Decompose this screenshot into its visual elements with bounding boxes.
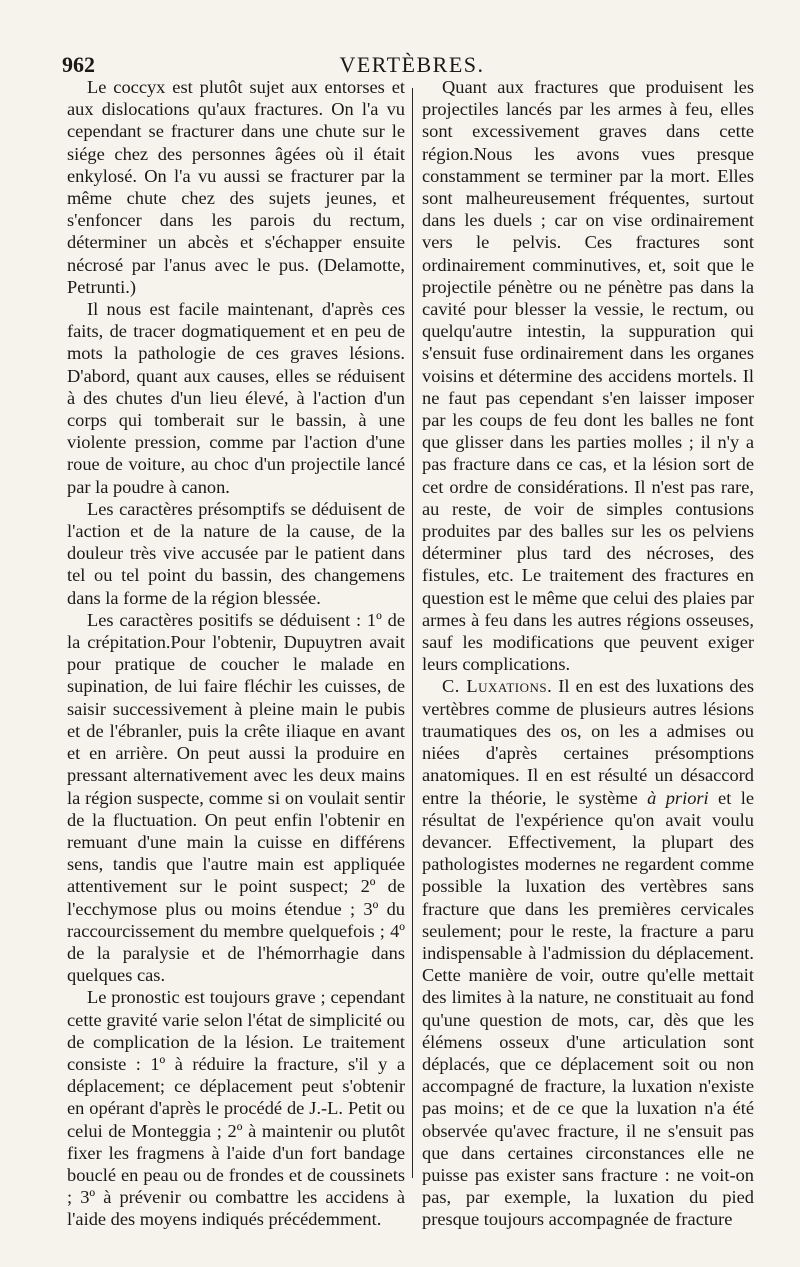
paragraph-caracteres-presomptifs: Les caractères présomptifs se déduisent de l'action et de la nature de la cause, de la douleur très vive accusée par le patient dans tel ou tel point du bassin, des changemens dans la forme de la région blessée. [67, 498, 405, 608]
paragraph-coccyx: Le coccyx est plutôt sujet aux entorses et aux dislocations qu'aux fractures. On l'a vu cependant se fracturer dans une chute sur le siége chez des personnes âgées où il était enkylosé. On l'a vu aussi se fracturer par la même chute chez des sujets jeunes, et s'enfoncer dans les parois du rectum, déterminer un abcès et s'échapper ensuite nécrosé par l'anus avec le pus. (Delamotte, Petrunti.) [67, 77, 405, 297]
paragraph-projectiles: Quant aux fractures que produisent les projectiles lancés par les armes à feu, elles sont excessivement graves dans cette région.Nous les avons vues presque constamment se terminer par la mort. Elles sont malheureusement fréquentes, surtout dans les duels ; car on vise ordinairement vers le pelvis. Ces fractures sont ordinairement comminutives, et, soit que le projectile pénètre ou ne pénètre pas dans la cavité pour blesser la vessie, le rectum, ou quelqu'autre intestin, la suppuration qui s'ensuit fuse ordinairement dans les organes voisins et détermine des accidens mortels. Il ne faut pas cependant s'en laisser imposer par les coups de feu dont les balles ne font que glisser dans les parties molles ; il n'y a pas fracture dans ce cas, et la lésion sort de cet ordre de considérations. Il n'est pas rare, au reste, de voir de simples contusions produites par des balles sur les os pelviens déterminer plus tard des nécroses, des fistules, etc. Le traitement des fractures en question est le même que celui des plaies par armes à feu dans les autres régions osseuses, sauf les modifications que peuvent exiger leurs complications. [422, 77, 754, 675]
luxations-text-part-1: Il en est des luxations des vertèbres comme de plusieurs autres lésions traumatiques des os, on les a admises ou niées d'après certaines présomptions anatomiques. Il en est résulté un désaccord entre la théorie, le système [422, 676, 754, 808]
right-column [422, 76, 754, 1231]
page-number: 962 [62, 52, 95, 77]
running-title: VERTÈBRES. [339, 52, 485, 77]
luxations-text-part-2: et le résultat de l'expérience qu'on avait voulu devancer. Effectivement, la plupart des pathologistes modernes ne regardent comme possible la luxation des vertèbres sans fracture que dans les premières cervicales seulement; pour le reste, la fracture a paru indispensable à l'admission du déplacement. Cette manière de voir, outre qu'elle mettait des limites à la nature, ne constituait au fond qu'une question de mots, car, dès que les élémens osseux d'une articulation sont déplacés, que ce déplacement soit ou non accompagné de fracture, la luxation n'existe pas moins; et de ce que la luxation n'a été observée qu'avec fracture, il ne s'ensuit pas que dans certaines circonstances elle ne puisse pas exister sans fracture : ne voit-on pas, par exemple, la luxation du pied presque toujours accompagnée de fracture [422, 787, 754, 1230]
paragraph-pathologie: Il nous est facile maintenant, d'après ces faits, de tracer dogmatiquement et en peu de mots la pathologie de ces graves lésions. D'abord, quant aux causes, elles se réduisent à des chutes d'un lieu élevé, à l'action d'un corps qui tomberait sur le bassin, à une violente pression, comme par l'action d'une roue de voiture, au choc d'un projectile lancé par la poudre à canon. [67, 299, 405, 497]
paragraph-caracteres-positifs: Les caractères positifs se déduisent : 1º de la crépitation.Pour l'obtenir, Dupuytren avait pour pratique de coucher le malade en supination, de lui faire fléchir les cuisses, de saisir successivement à pleine main le pubis et de l'ébranler, puis la crête iliaque en avant et en arrière. On peut aussi la produire en pressant alternativement avec les deux mains la région suspecte, comme si on voulait sentir de la fluctuation. On peut enfin l'obtenir en remuant d'une main la cuisse en différens sens, tandis que l'autre main est appliquée attentivement sur le point suspect; 2º de l'ecchymose plus ou moins étendue ; 3º du raccourcissement du membre quelquefois ; 4º de la paralysie et de l'hémorrhagie dans quelques cas. [67, 609, 405, 986]
left-column [67, 76, 405, 1231]
italic-a-priori: à priori [647, 787, 709, 808]
paragraph-luxations [422, 675, 754, 1230]
paragraph-pronostic: Le pronostic est toujours grave ; cependant cette gravité varie selon l'état de simplicité ou de complication de la lésion. Le traitement consiste : 1º à réduire la fracture, s'il y a déplacement; ce déplacement peut s'obtenir en opérant d'après le procédé de J.-L. Petit ou celui de Monteggia ; 2º à maintenir ou plutôt fixer les fragmens à l'aide d'un fort bandage bouclé en peau ou de frondes et de coussinets ; 3º à prévenir ou combattre les accidens à l'aide des moyens indiqués précédemment. [67, 987, 405, 1230]
section-label-luxations: C. Luxations. [442, 676, 553, 697]
column-divider [412, 88, 413, 1178]
